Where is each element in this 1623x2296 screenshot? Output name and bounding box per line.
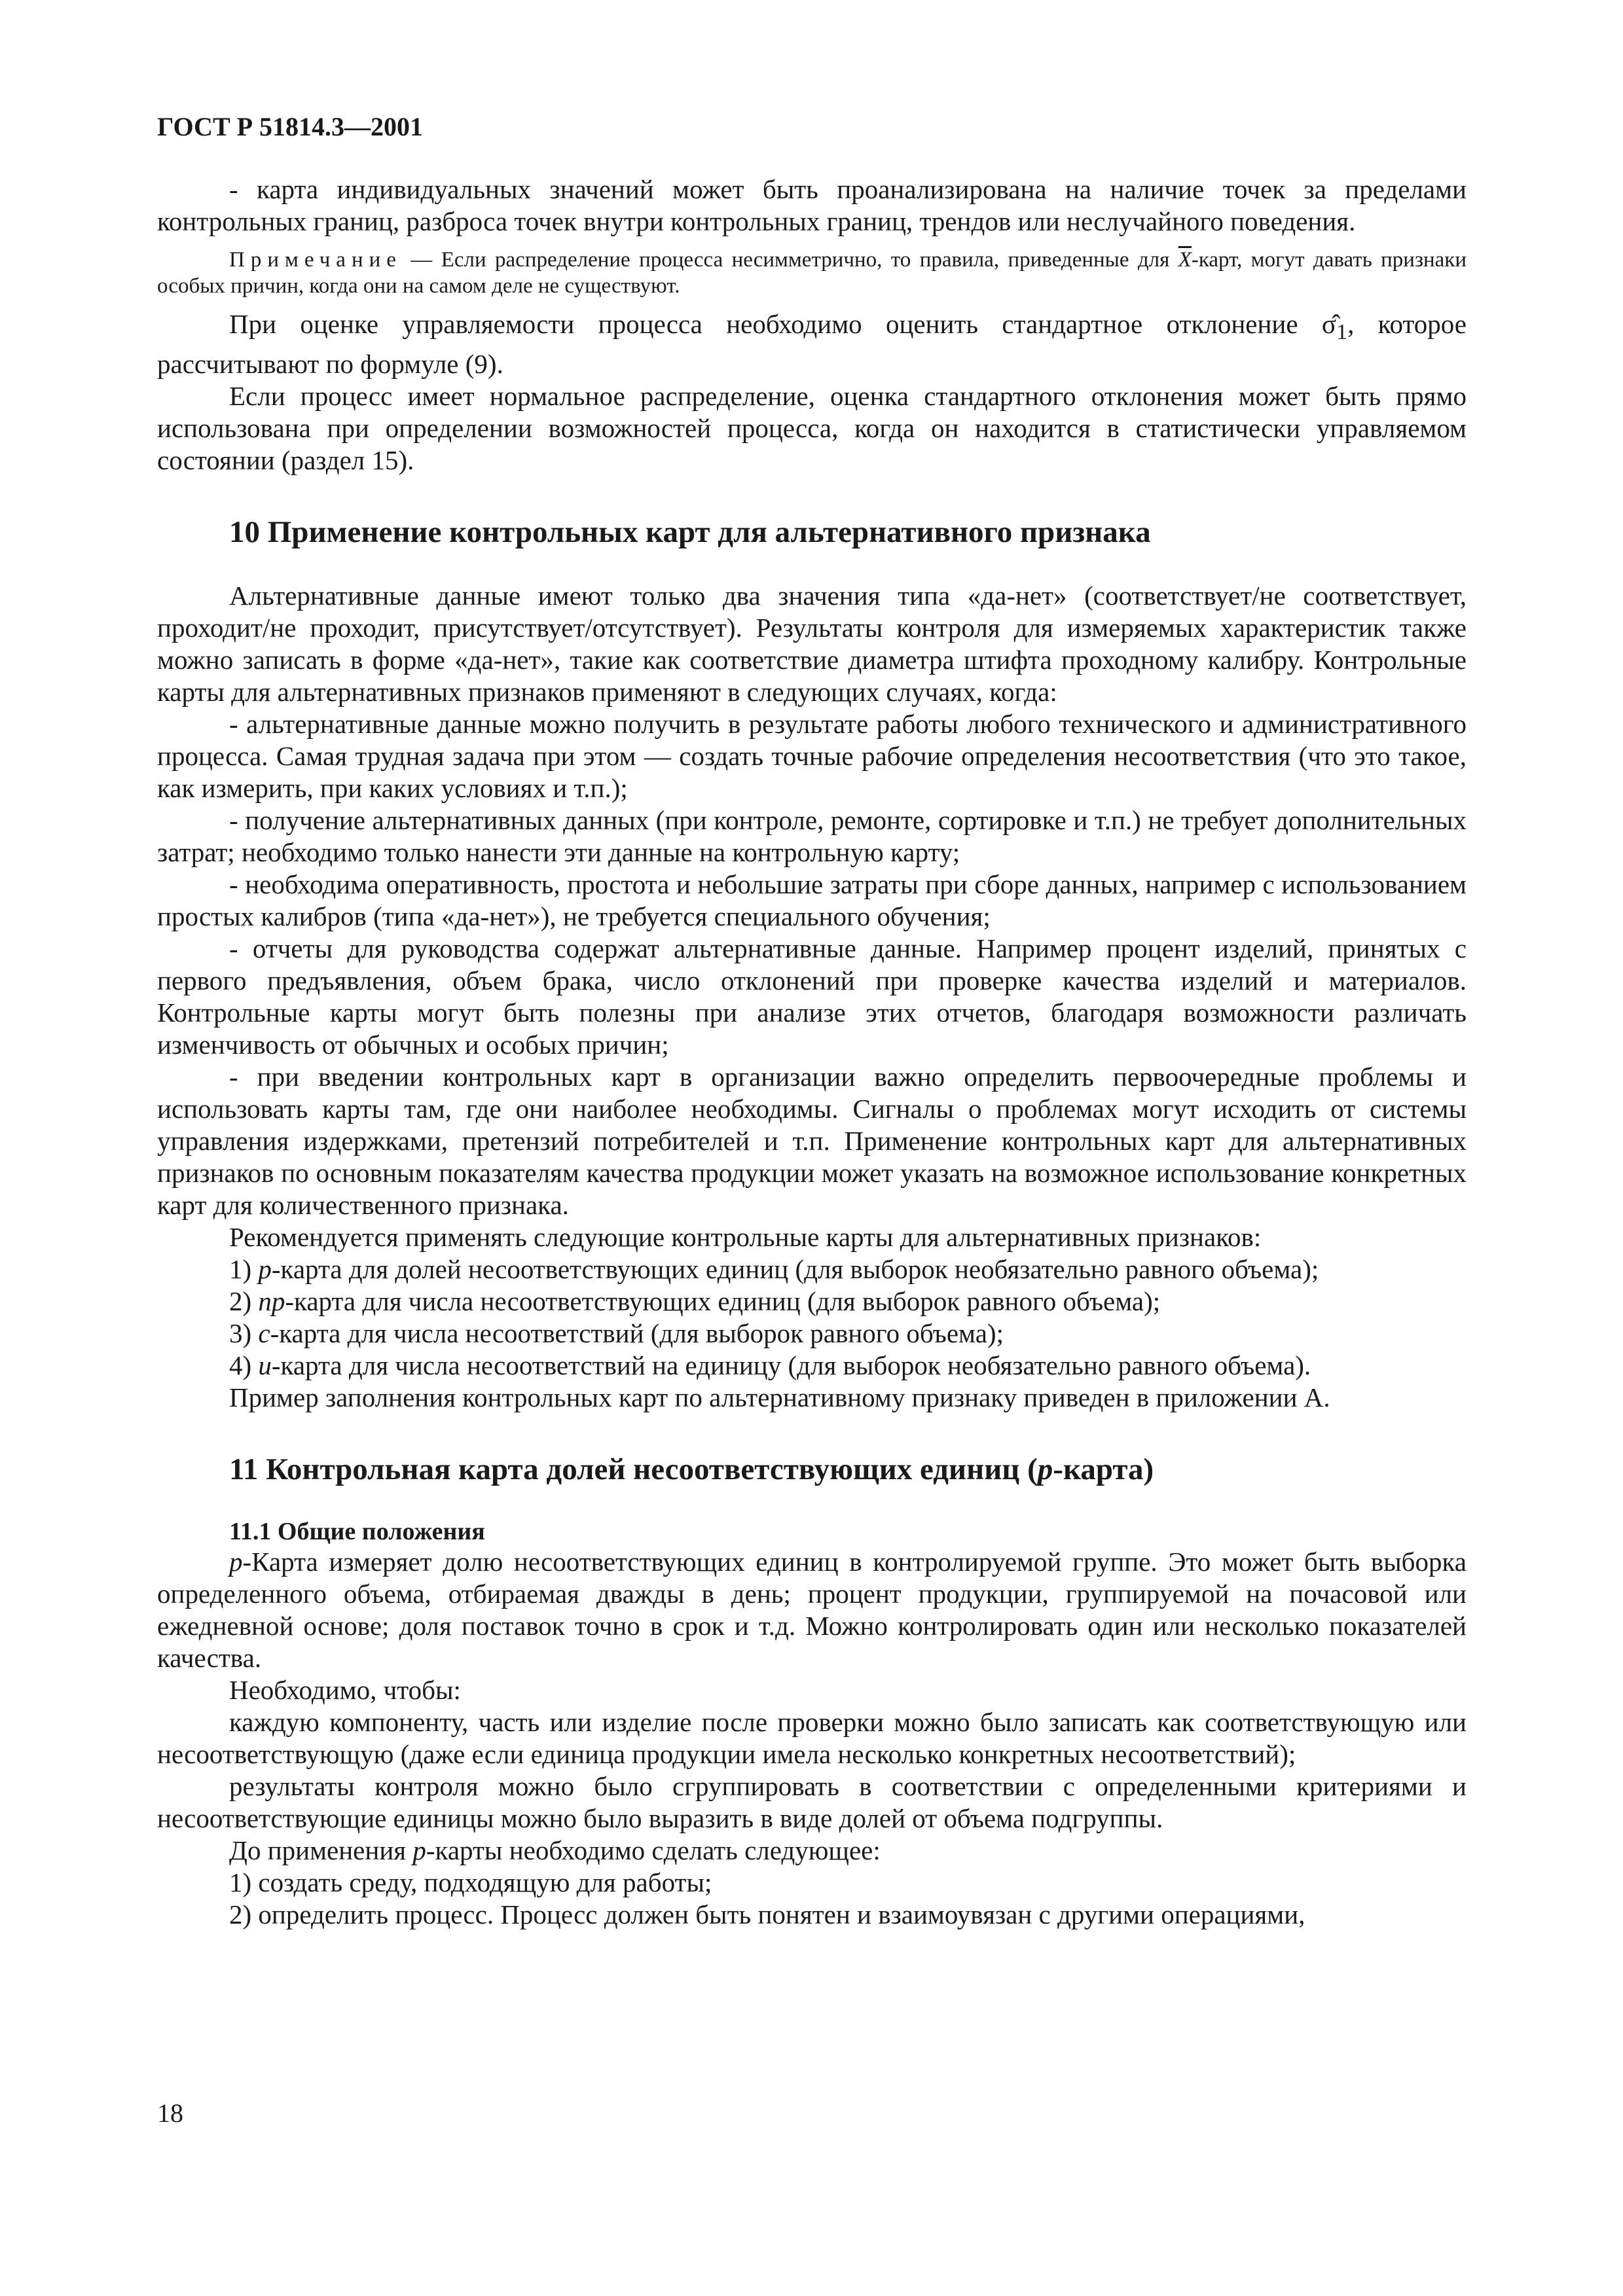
- note: Примечание — Если распределение процесса несимметрично, то правила, приведенные для $\overline{X}$-карт, могут давать признаки особых причин, когда они на самом деле не существуют.: [157, 248, 1467, 298]
- list-item: 3) c-карта для числа несоответствий (для выборок равного объема);: [229, 1318, 1004, 1349]
- list-item: - альтернативные данные можно получить в результате работы любого технического и административного процесса. Самая трудная задача при этом — создать точные рабочие определения несоответствия (что это такое, как измерить, при каких условиях и т.п.);: [157, 709, 1467, 804]
- list-item: 1) создать среду, подходящую для работы;: [229, 1867, 712, 1898]
- sigma-symbol: σ̂: [1321, 309, 1336, 339]
- list-item: - необходима оперативность, простота и небольшие затраты при сборе данных, например с использованием простых калибров (типа «да-нет»), не требуется специального обучения;: [157, 869, 1467, 932]
- list-item: 2) определить процесс. Процесс должен быть понятен и взаимоувязан с другими операциями,: [229, 1899, 1305, 1930]
- page-number: 18: [157, 2098, 183, 2128]
- paragraph: Альтернативные данные имеют только два значения типа «да-нет» (соответствует/не соответствует, проходит/не проходит, присутствует/отсутствует). Результаты контроля для измеряемых характеристик также можно записать в форме «да-нет», такие как соответствие диаметра штифта проходному калибру. Контрольные карты для альтернативных признаков применяют в следующих случаях, когда:: [157, 581, 1467, 708]
- paragraph: p-Карта измеряет долю несоответствующих единиц в контролируемой группе. Это может быть выборка определенного объема, отбираемая дважды в день; процент продукции, группируемой на почасовой или ежедневной основе; доля поставок точно в срок и т.д. Можно контролировать один или несколько показателей качества.: [157, 1547, 1467, 1674]
- subsection-title: 11.1 Общие положения: [229, 1518, 485, 1546]
- paragraph: Пример заполнения контрольных карт по альтернативному признаку приведен в приложении А.: [229, 1382, 1330, 1413]
- paragraph: результаты контроля можно было сгруппировать в соответствии с определенными критериями и несоответствующие единицы можно было выразить в виде долей от объема подгруппы.: [157, 1771, 1467, 1834]
- list-item: 2) np-карта для числа несоответствующих единиц (для выборок равного объема);: [229, 1286, 1161, 1317]
- document-page: [157, 111, 1467, 1931]
- section-11-title: 11 Контрольная карта долей несоответствующих единиц (p-карта): [229, 1452, 1154, 1487]
- document-header: ГОСТ Р 51814.3—2001: [157, 112, 424, 141]
- list-item: - получение альтернативных данных (при контроле, ремонте, сортировке и т.п.) не требует дополнительных затрат; необходимо только нанести эти данные на контрольную карту;: [157, 805, 1467, 868]
- paragraph: - карта индивидуальных значений может быть проанализирована на наличие точек за пределами контрольных границ, разброса точек внутри контрольных границ, трендов или неслучайного поведения.: [157, 174, 1467, 236]
- list-item: 4) u-карта для числа несоответствий на единицу (для выборок необязательно равного объема).: [229, 1350, 1311, 1381]
- list-item: - при введении контрольных карт в организации важно определить первоочередные проблемы и использовать карты там, где они наиболее необходимы. Сигналы о проблемах могут исходить от системы управления издержками, претензий потребителей и т.п. Применение контрольных карт для альтернативных признаков по основным показателям качества продукции может указать на возможное использование конкретных карт для количественного признака.: [157, 1062, 1467, 1221]
- list-item: 1) p-карта для долей несоответствующих единиц (для выборок необязательно равного объема);: [229, 1254, 1319, 1285]
- section-10-title: 10 Применение контрольных карт для альтернативного признака: [229, 515, 1151, 550]
- paragraph: каждую компоненту, часть или изделие после проверки можно было записать как соответствующую или несоответствующую (даже если единица продукции имела несколько конкретных несоответствий);: [157, 1707, 1467, 1770]
- note-label: Примечание: [229, 248, 402, 272]
- list-item: - отчеты для руководства содержат альтернативные данные. Например процент изделий, принятых с первого предъявления, объем брака, число отклонений при проверке качества изделий и материалов. Контрольные карты могут быть полезны при анализе этих отчетов, благодаря возможности различать изменчивость от обычных и особых причин;: [157, 933, 1467, 1060]
- paragraph: Если процесс имеет нормальное распределение, оценка стандартного отклонения может быть прямо использована при определении возможностей процесса, когда он находится в статистически управляемом состоянии (раздел 15).: [157, 381, 1467, 476]
- paragraph: Необходимо, чтобы:: [229, 1675, 461, 1706]
- paragraph: При оценке управляемости процесса необходимо оценить стандартное отклонение $\sigmâ_1$, которое рассчитывают по формуле (9).: [157, 309, 1467, 380]
- x-bar-symbol: $\overline{X}$: [1178, 248, 1192, 272]
- paragraph: Рекомендуется применять следующие контрольные карты для альтернативных признаков:: [229, 1222, 1262, 1253]
- paragraph: До применения p-карты необходимо сделать следующее:: [229, 1835, 881, 1866]
